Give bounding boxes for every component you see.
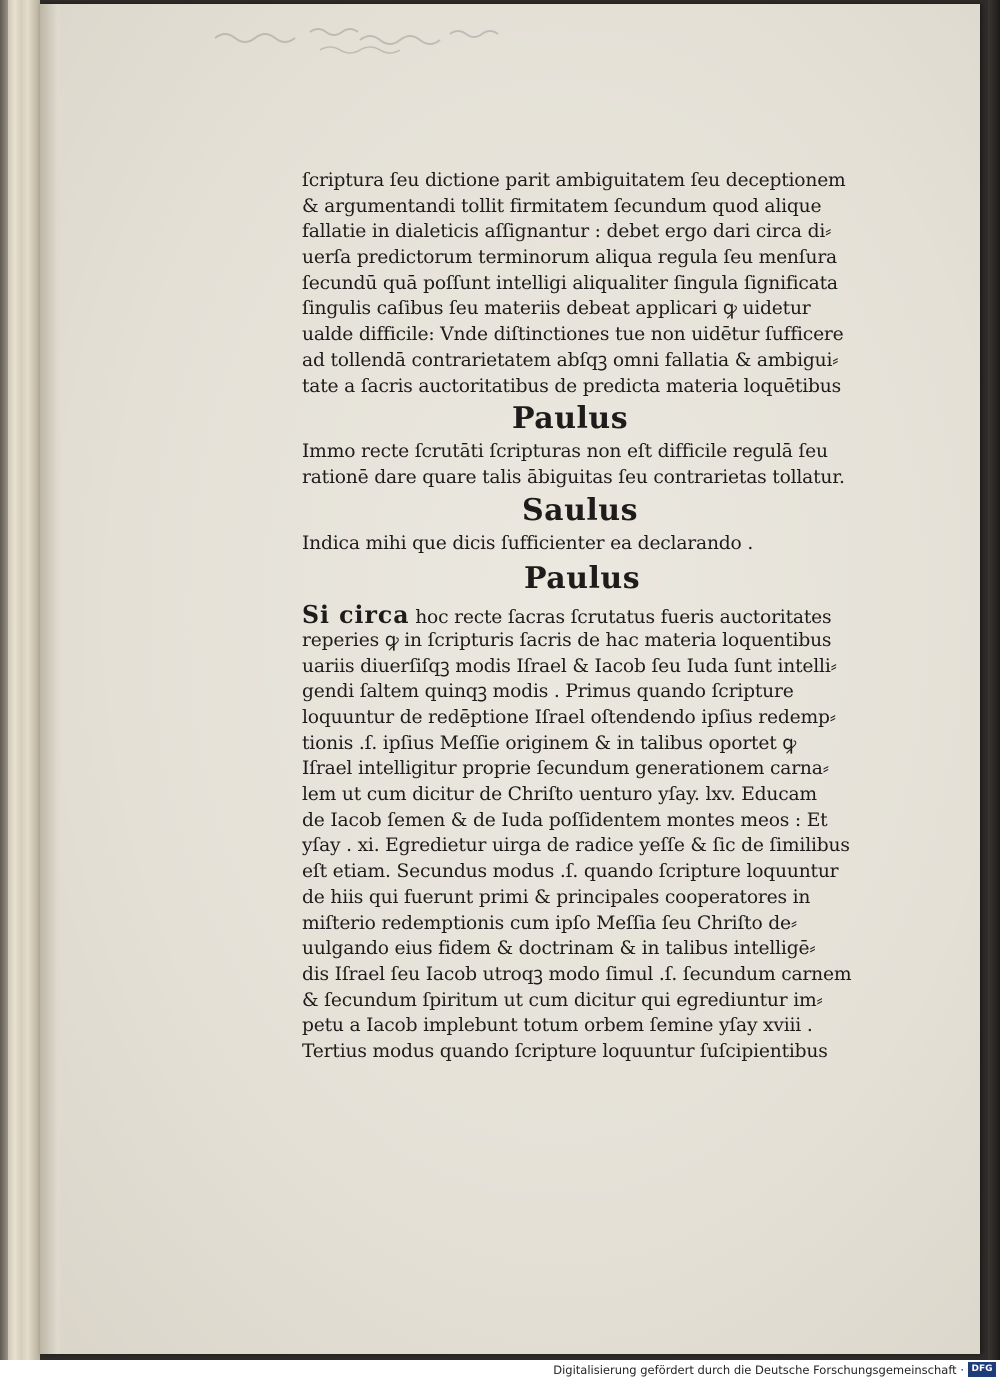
binding-edge xyxy=(8,0,22,1360)
funding-credit: Digitalisierung gefördert durch die Deutsche Forschungsgemeinschaft · xyxy=(553,1363,964,1377)
footer-bar xyxy=(0,1360,1000,1380)
text-line: & ſecundum ſpiritum ut cum dicitur qui egrediuntur im⸗ xyxy=(302,988,823,1011)
dfg-logo: DFG xyxy=(968,1362,996,1377)
paragraph-paulus-explanation xyxy=(302,628,882,1065)
text-line: de hiis qui fuerunt primi & principales cooperatores in xyxy=(302,885,811,908)
latin-text-block xyxy=(302,168,882,1065)
text-line: ſcriptura ſeu dictione parit ambiguitatem ſeu deceptionem xyxy=(302,169,846,191)
text-line: Immo recte ſcrutāti ſcripturas non eſt difficile regulā ſeu xyxy=(302,440,828,463)
text-line: fallatie in dialeticis aſſignantur : debet ergo dari circa di⸗ xyxy=(302,220,832,243)
text-line: gendi ſaltem quinqꝫ modis . Primus quando ſcripture xyxy=(302,680,794,703)
text-line: uariis diuerſiſqꝫ modis Iſrael & Iacob ſeu Iuda ſunt intelli⸗ xyxy=(302,654,837,677)
text-line: uerſa predictorum terminorum aliqua regula ſeu menſura xyxy=(302,246,837,269)
page-gutter-shadow xyxy=(40,4,62,1354)
paragraph-intro xyxy=(302,168,882,399)
text-line: petu a Iacob implebunt totum orbem ſemine yſay xviii . xyxy=(302,1014,813,1037)
text-line: lem ut cum dicitur de Chriſto uenturo yſay. lxv. Educam xyxy=(302,783,817,806)
text-line: tionis .ſ. ipſius Meſſie originem & in talibus oportet ꝙ xyxy=(302,731,797,754)
scan-edge-right xyxy=(988,0,1000,1360)
text-line: miſterio redemptionis cum ipſo Meſſia ſeu Chriſto de⸗ xyxy=(302,911,797,934)
text-line: eſt etiam. Secundus modus .ſ. quando ſcripture loquuntur xyxy=(302,860,839,883)
text-line: ualde difficile: Vnde diſtinctiones tue non uidētur ſufficere xyxy=(302,323,844,346)
text-line: ſecundū quā poſſunt intelligi aliqualiter ſingula ſignificata xyxy=(302,271,838,294)
text-line-initial xyxy=(302,602,872,628)
text-line: yſay . xi. Egredietur uirga de radice yeſſe & ſic de ſimilibus xyxy=(302,834,850,857)
text-line: rationē dare quare talis ābiguitas ſeu contrarietas tollatur. xyxy=(302,465,845,488)
text-line: loquuntur de redēptione Iſrael oſtendendo ipſius redemp⸗ xyxy=(302,706,836,728)
initial-line-rest: hoc recte ſacras ſcrutatus fueris auctoritates xyxy=(409,606,832,629)
pencil-annotation-scribble xyxy=(210,18,510,58)
text-line: tate a ſacris auctoritatibus de predicta materia loquētibus xyxy=(302,374,841,397)
text-line: Iſrael intelligitur proprie ſecundum generationem carna⸗ xyxy=(302,757,829,780)
text-line: & argumentandi tollit firmitatem ſecundum quod alique xyxy=(302,194,822,217)
text-line: ad tollendā contrarietatem abſqꝫ omni fallatia & ambigui⸗ xyxy=(302,348,839,371)
text-line: reperies ꝙ in ſcripturis ſacris de hac materia loquentibus xyxy=(302,628,832,651)
speaker-heading-paulus: Paulus xyxy=(512,401,629,437)
text-line: uulgando eius fidem & doctrinam & in talibus intelligē⸗ xyxy=(302,937,816,960)
text-line: Indica mihi que dicis ſufficienter ea declarando . xyxy=(302,531,754,554)
text-line: dis Iſrael ſeu Iacob utroqꝫ modo ſimul .ſ. ſecundum carnem xyxy=(302,962,852,985)
text-line: de Iacob ſemen & de Iuda poſſidentem montes meos : Et xyxy=(302,808,828,831)
ornate-initial-words: Si circa xyxy=(302,600,410,630)
paragraph-paulus-reply xyxy=(302,439,882,490)
paragraph-saulus xyxy=(302,531,882,557)
speaker-heading-paulus-2: Paulus xyxy=(524,561,641,597)
text-line: ſingulis caſibus ſeu materiis debeat applicari ꝙ uidetur xyxy=(302,297,811,320)
speaker-heading-saulus: Saulus xyxy=(522,492,639,528)
text-line: Tertius modus quando ſcripture loquuntur ſuſcipientibus xyxy=(302,1039,828,1062)
